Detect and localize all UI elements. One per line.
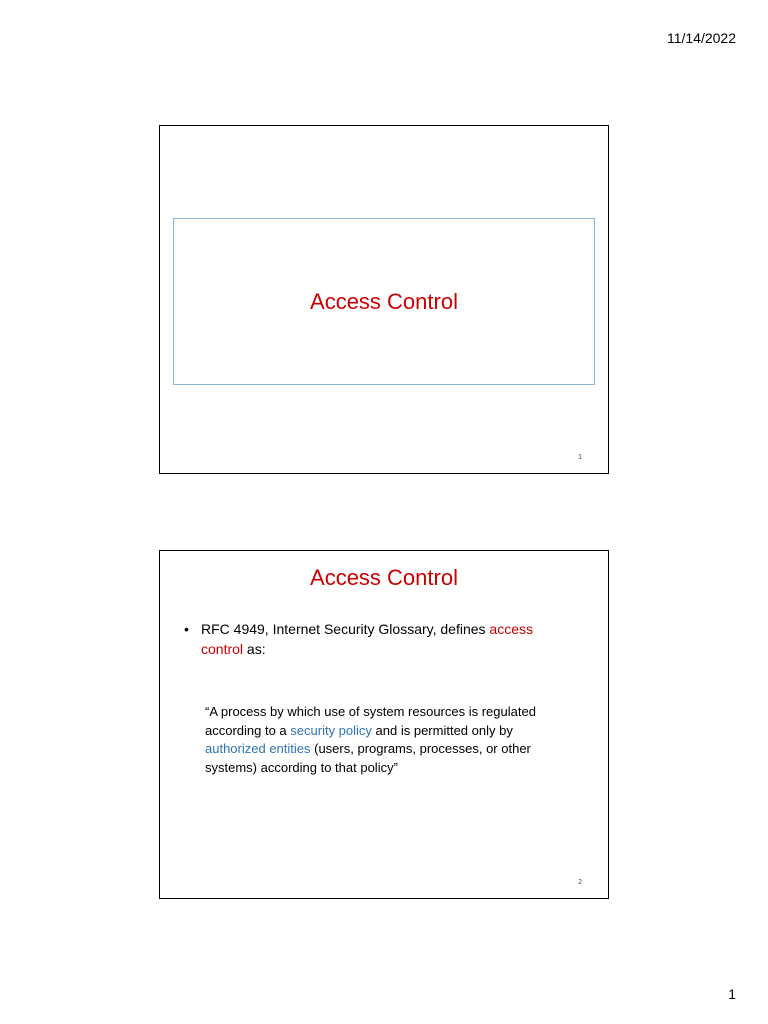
slide-1-number: 1 bbox=[578, 454, 582, 461]
quote-highlight-authorized-entities: authorized entities bbox=[205, 741, 311, 756]
slide-2-title: Access Control bbox=[310, 565, 458, 590]
quote-part-1: “A process by which use of system resources is regulated according to a bbox=[205, 704, 536, 738]
bullet-highlight: access control bbox=[201, 621, 533, 657]
slide-2-number: 2 bbox=[578, 879, 582, 886]
bullet-text-before: RFC 4949, Internet Security Glossary, defines bbox=[201, 621, 490, 637]
slide-1 bbox=[159, 125, 609, 474]
quote-part-2: and is permitted only by bbox=[371, 722, 513, 738]
quote-part-3: (users, programs, processes, or other systems) according to that policy” bbox=[205, 741, 531, 775]
page-number: 1 bbox=[728, 986, 736, 1002]
quote-highlight-security-policy: security policy bbox=[290, 722, 372, 738]
bullet-text-after: as: bbox=[243, 641, 266, 657]
definition-quote bbox=[205, 703, 565, 777]
slide-2 bbox=[159, 550, 609, 899]
bullet-item bbox=[184, 619, 564, 659]
bullet-marker: • bbox=[184, 621, 189, 637]
title-placeholder-box bbox=[173, 218, 595, 385]
slide-1-title: Access Control bbox=[310, 288, 458, 314]
page-date: 11/14/2022 bbox=[666, 30, 736, 46]
bullet-text bbox=[201, 619, 564, 659]
